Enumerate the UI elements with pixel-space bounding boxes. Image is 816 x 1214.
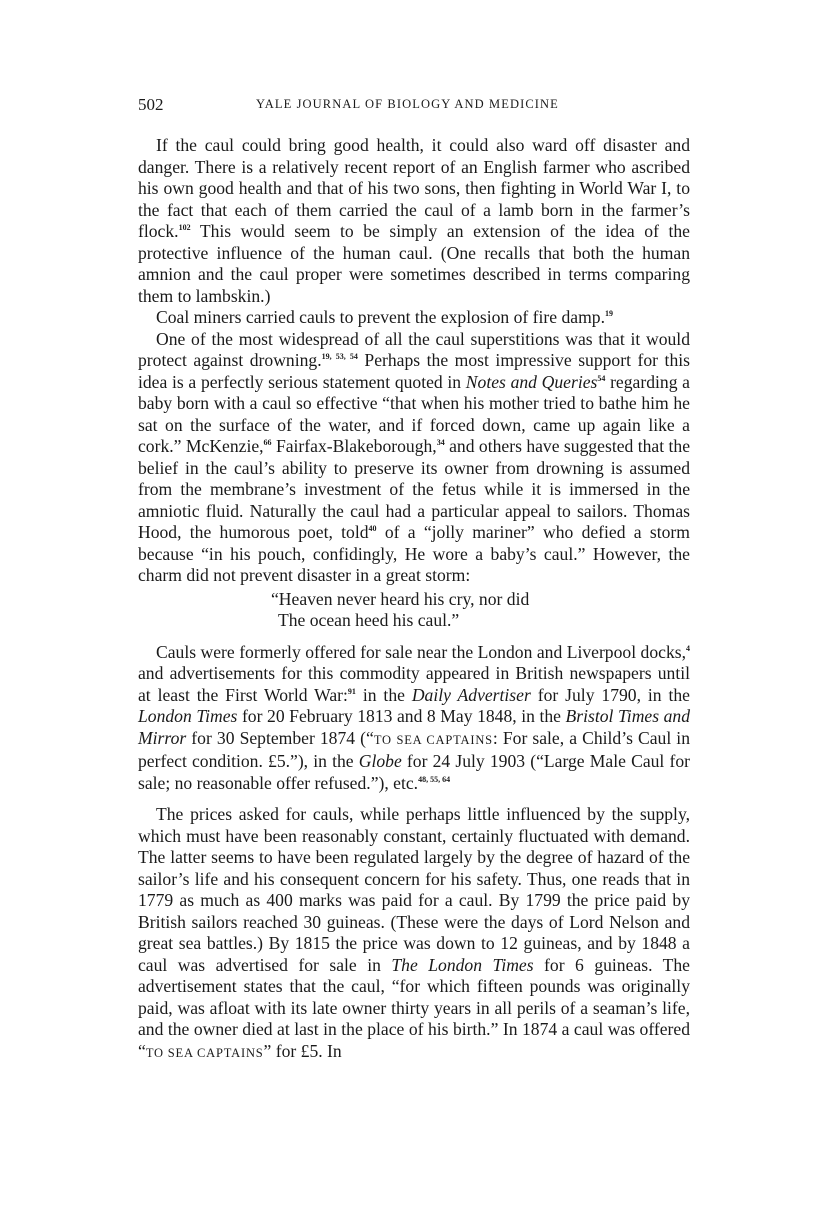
reference-marker: 66 xyxy=(263,438,272,447)
verse-quote xyxy=(271,589,690,632)
small-caps-text: TO SEA CAPTAINS xyxy=(373,732,493,747)
citation-title: Notes and Queries xyxy=(465,371,598,392)
reference-marker: 48, 55, 64 xyxy=(418,774,451,784)
verse-line: “Heaven never heard his cry, nor did xyxy=(271,588,530,609)
paragraph-prices: The prices asked for cauls, while perhaps little influenced by the supply, which must have been reasonably constant, certainly fluctuated with demand. The latter seems to have been regulated largely by the degree of hazard of the sailor’s life and his consequent concern for his safety. Thus, one reads that in 1779 as much as 400 marks was paid for a caul. By 1799 the price paid by British sailors reached 30 guineas. (These were the days of Lord Nelson and great sea battles.) By 1815 the price was down to 12 guineas, and by 1848 a caul was advertised for sale in The London Times for 6 guineas. The advertisement states that the caul, “for which fifteen pounds was originally paid, was afloat with its late owner thirty years in all perils of a seaman’s life, and the owner died at last in the place of his birth.” In 1874 a caul was offered “TO SEA CAPTAINS” for £5. In xyxy=(138,804,690,1061)
newspaper-title: Globe xyxy=(358,751,402,771)
reference-marker: 34 xyxy=(436,438,445,447)
paragraph-drowning: One of the most widespread of all the caul superstitions was that it would protect against drowning.$^{19, 53, 54}$ Perhaps the most impressive support for this idea is a perfectly serious statement quoted in Notes and Queries$^{54}$ regarding a baby born with a caul so effective “that when his mother tried to bathe him he sat on the surface of the water, and if forced down, came up again like a cork.” McKenzie,$^{66}$ Fairfax-Blakeborough,$^{34}$ and others have suggested that the belief in the caul’s ability to preserve its owner from drowning is assumed from the membrane’s investment of the fetus while it is immersed in the amniotic fluid. Naturally the caul had a particular appeal to sailors. Thomas Hood, the humorous poet, told$^{40}$ of a “jolly mariner” who defied a storm because “in his pouch, confidingly, He wore a baby’s caul.” However, the charm did not prevent disaster in a great storm: xyxy=(138,328,691,585)
reference-marker: 4 xyxy=(686,643,690,653)
paragraph-coal-miners: Coal miners carried cauls to prevent the explosion of fire damp.$^{19}$ xyxy=(156,307,613,327)
verse-line: The ocean heed his caul.” xyxy=(278,610,460,630)
newspaper-title: London Times xyxy=(138,706,238,726)
newspaper-title: Daily Advertiser xyxy=(411,684,531,705)
small-caps-text: TO SEA CAPTAINS xyxy=(145,1045,264,1060)
reference-marker: 54 xyxy=(597,373,606,383)
reference-marker: 102 xyxy=(178,223,191,232)
reference-marker: 91 xyxy=(347,686,356,696)
reference-marker: 40 xyxy=(368,524,377,533)
paragraph-protection: If the caul could bring good health, it could also ward off disaster and danger. There is a relatively recent report of an English farmer who ascribed his own good health and that of his two sons, then fighting in World War I, to the fact that each of them carried the caul of a lamb born in the farmer’s flock.$^{102}$ This would seem to be simply an extension of the idea of the protective influence of the human caul. (One recalls that both the human amnion and the caul proper were sometimes described in terms comparing them to lambskin.) xyxy=(138,135,690,306)
reference-marker: 19 xyxy=(604,309,613,318)
newspaper-title: Bristol Times and Mirror xyxy=(138,706,690,748)
newspaper-title: The London Times xyxy=(391,954,534,975)
running-head: YALE JOURNAL OF BIOLOGY AND MEDICINE xyxy=(256,97,559,111)
reference-marker: 19, 53, 54 xyxy=(321,352,358,361)
paragraph-sale-adverts: Cauls were formerly offered for sale near the London and Liverpool docks,$^4$ and advertisements for this commodity appeared in British newspapers until at least the First World War:$^{91}$ in the Daily Advertiser for July 1790, in the London Times for 20 February 1813 and 8 May 1848, in the Bristol Times and Mirror for 30 September 1874 (“TO SEA CAPTAINS: For sale, a Child’s Caul in perfect condition. £5.”), in the Globe for 24 July 1903 (“Large Male Caul for sale; no reasonable offer refused.”), etc.$^{48, 55, 64}$ xyxy=(138,641,690,793)
body-text xyxy=(138,135,690,1064)
page-number: 502 xyxy=(138,95,164,114)
page-header xyxy=(138,95,690,117)
